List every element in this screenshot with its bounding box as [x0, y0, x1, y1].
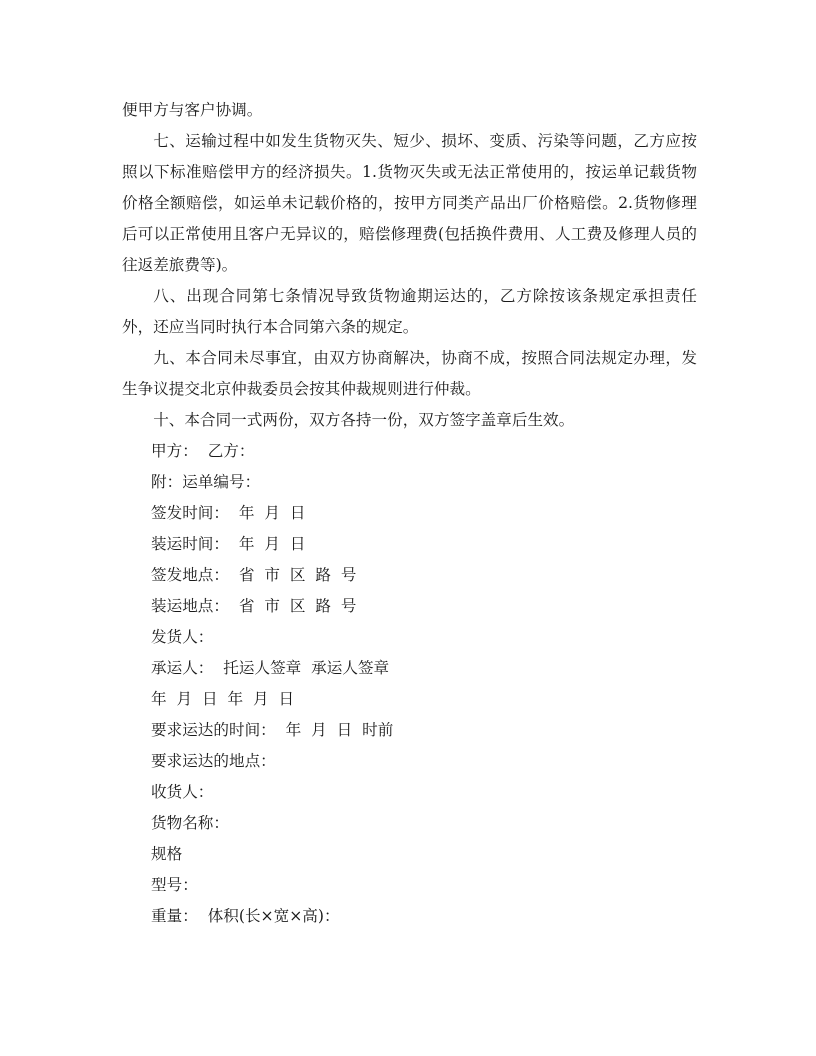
field-model: 型号：	[151, 876, 198, 894]
field-required-arrival-time: 要求运达的时间： 年 月 日 时前	[151, 721, 394, 739]
field-waybill-number: 附：运单编号：	[151, 473, 261, 491]
field-issue-place: 签发地点： 省 市 区 路 号	[151, 566, 357, 584]
field-consignee: 收货人：	[151, 783, 214, 801]
paragraph-clause-10: 十、本合同一式两份，双方各持一份，双方签字盖章后生效。	[153, 411, 575, 429]
paragraph-clause-8: 八、出现合同第七条情况导致货物逾期运达的，乙方除按该条规定承担责任外，还应当同时执行本合同第六条的规定。	[122, 287, 697, 336]
field-issue-time: 签发时间： 年 月 日	[151, 504, 306, 522]
field-loading-time: 装运时间： 年 月 日	[151, 535, 306, 553]
field-goods-name: 货物名称：	[151, 814, 229, 832]
field-parties: 甲方： 乙方：	[151, 442, 255, 460]
field-weight-volume: 重量： 体积(长×宽×高)：	[151, 907, 340, 925]
contract-body	[122, 95, 697, 932]
field-signature-dates: 年 月 日 年 月 日	[151, 690, 295, 708]
field-loading-place: 装运地点： 省 市 区 路 号	[151, 597, 357, 615]
paragraph-clause-9: 九、本合同未尽事宜，由双方协商解决，协商不成，按照合同法规定办理，发生争议提交北京仲裁委员会按其仲裁规则进行仲裁。	[122, 349, 697, 398]
paragraph-continuation: 便甲方与客户协调。	[122, 101, 263, 119]
paragraph-clause-7: 七、运输过程中如发生货物灭失、短少、损坏、变质、污染等问题，乙方应按照以下标准赔偿甲方的经济损失。1.货物灭失或无法正常使用的，按运单记载货物价格全额赔偿，如运单未记载价格的，按甲方同类产品出厂价格赔偿。2.货物修理后可以正常使用且客户无异议的，赔偿修理费(包括换件费用、人工费及修理人员的往返差旅费等)。	[122, 132, 697, 274]
field-shipper: 发货人：	[151, 628, 214, 646]
field-carrier-signatures: 承运人： 托运人签章 承运人签章	[151, 659, 390, 677]
field-specification: 规格	[151, 845, 183, 863]
field-required-arrival-place: 要求运达的地点：	[151, 752, 276, 770]
